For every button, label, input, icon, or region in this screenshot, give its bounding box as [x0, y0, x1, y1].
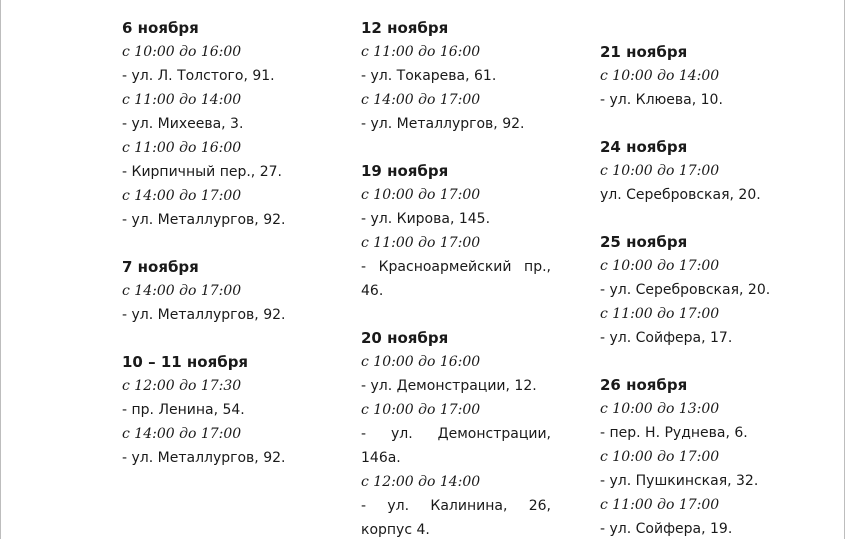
- date-heading: 10 – 11 ноября: [122, 353, 249, 371]
- address: - ул. Токарева, 61.: [361, 68, 497, 84]
- address: - ул. Кирова, 145.: [361, 211, 491, 227]
- address: - ул. Металлургов, 92.: [361, 116, 525, 132]
- address: - ул. Металлургов, 92.: [122, 450, 286, 466]
- date-block: [600, 230, 805, 350]
- date-block: [600, 40, 805, 112]
- address: - ул. Л. Толстого, 91.: [122, 68, 275, 84]
- address: - пер. Н. Руднева, 6.: [600, 425, 748, 441]
- address: - ул. Металлургов, 92.: [122, 212, 286, 228]
- date-block: [122, 255, 322, 327]
- address: - ул. Клюева, 10.: [600, 92, 723, 108]
- date-heading: 24 ноября: [600, 138, 688, 156]
- address: ул. Серебровская, 20.: [600, 187, 761, 203]
- time-range: с 10:00 до 14:00: [600, 68, 720, 84]
- date-block: [122, 16, 322, 232]
- address: - пр. Ленина, 54.: [122, 402, 245, 418]
- time-range: с 10:00 до 17:00: [600, 258, 720, 274]
- date-block: [122, 350, 322, 470]
- time-range: с 11:00 до 17:00: [600, 497, 720, 513]
- address: - ул. Пушкинская, 32.: [600, 473, 759, 489]
- date-block: [361, 16, 551, 136]
- time-range: с 10:00 до 13:00: [600, 401, 720, 417]
- time-range: с 11:00 до 16:00: [361, 44, 481, 60]
- address: - ул. Демонстрации, 12.: [361, 378, 537, 394]
- schedule-column-2: [361, 16, 551, 542]
- address: - ул. Калинина, 26, корпус 4.: [361, 498, 551, 538]
- date-block: [361, 326, 551, 542]
- address: - Красноармейский пр., 46.: [361, 259, 551, 299]
- address: - Кирпичный пер., 27.: [122, 164, 282, 180]
- time-range: с 11:00 до 17:00: [600, 306, 720, 322]
- time-range: с 10:00 до 16:00: [361, 354, 481, 370]
- date-block: [600, 373, 805, 541]
- date-block: [361, 159, 551, 303]
- time-range: с 10:00 до 17:00: [361, 402, 481, 418]
- schedule-column-1: [122, 16, 322, 470]
- time-range: с 14:00 до 17:00: [122, 188, 242, 204]
- date-heading: 25 ноября: [600, 233, 688, 251]
- time-range: с 10:00 до 17:00: [600, 163, 720, 179]
- time-range: с 10:00 до 17:00: [361, 187, 481, 203]
- date-heading: 19 ноября: [361, 162, 449, 180]
- time-range: с 14:00 до 17:00: [361, 92, 481, 108]
- time-range: с 12:00 до 14:00: [361, 474, 481, 490]
- date-heading: 12 ноября: [361, 19, 449, 37]
- address: - ул. Серебровская, 20.: [600, 282, 771, 298]
- page-edge-left: [0, 0, 1, 539]
- date-heading: 26 ноября: [600, 376, 688, 394]
- time-range: с 10:00 до 16:00: [122, 44, 242, 60]
- date-heading: 21 ноября: [600, 43, 688, 61]
- time-range: с 10:00 до 17:00: [600, 449, 720, 465]
- date-block: [600, 135, 805, 207]
- date-heading: 20 ноября: [361, 329, 449, 347]
- address: - ул. Сойфера, 17.: [600, 330, 733, 346]
- schedule-column-3: [600, 40, 805, 541]
- date-heading: 7 ноября: [122, 258, 199, 276]
- time-range: с 11:00 до 16:00: [122, 140, 242, 156]
- address: - ул. Михеева, 3.: [122, 116, 244, 132]
- time-range: с 11:00 до 17:00: [361, 235, 481, 251]
- address: - ул. Сойфера, 19.: [600, 521, 733, 537]
- date-heading: 6 ноября: [122, 19, 199, 37]
- address: - ул. Демонстрации, 146а.: [361, 426, 551, 466]
- time-range: с 14:00 до 17:00: [122, 283, 242, 299]
- time-range: с 11:00 до 14:00: [122, 92, 242, 108]
- address: - ул. Металлургов, 92.: [122, 307, 286, 323]
- time-range: с 12:00 до 17:30: [122, 378, 242, 394]
- time-range: с 14:00 до 17:00: [122, 426, 242, 442]
